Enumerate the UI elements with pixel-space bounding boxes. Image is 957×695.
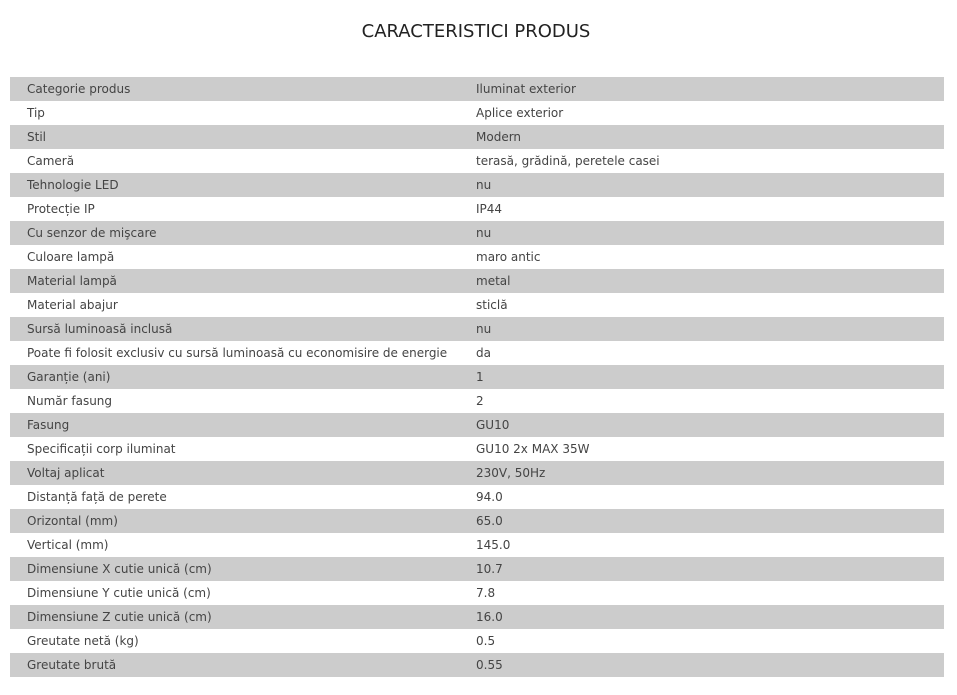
spec-label: Stil bbox=[27, 130, 46, 144]
spec-value: 16.0 bbox=[476, 610, 503, 624]
table-row bbox=[10, 245, 944, 269]
spec-value: 145.0 bbox=[476, 538, 511, 552]
spec-value: nu bbox=[476, 322, 492, 336]
table-row bbox=[10, 509, 944, 533]
spec-label: Dimensiune Y cutie unică (cm) bbox=[27, 586, 211, 600]
spec-label: Material lampă bbox=[27, 274, 117, 288]
spec-label: Vertical (mm) bbox=[27, 538, 109, 552]
table-row bbox=[10, 173, 944, 197]
table-row bbox=[10, 653, 944, 677]
spec-label: Specificații corp iluminat bbox=[27, 442, 176, 456]
spec-value: 0.5 bbox=[476, 634, 496, 648]
table-row bbox=[10, 77, 944, 101]
table-row bbox=[10, 389, 944, 413]
spec-label: Cameră bbox=[27, 154, 75, 168]
spec-label: Culoare lampă bbox=[27, 250, 115, 264]
table-row bbox=[10, 317, 944, 341]
table-row bbox=[10, 557, 944, 581]
table-row bbox=[10, 149, 944, 173]
specs-table bbox=[10, 77, 944, 677]
table-row bbox=[10, 293, 944, 317]
table-row bbox=[10, 605, 944, 629]
spec-label: Protecție IP bbox=[27, 202, 95, 216]
spec-value: GU10 2x MAX 35W bbox=[476, 442, 590, 456]
spec-label: Fasung bbox=[27, 418, 70, 432]
table-row bbox=[10, 197, 944, 221]
spec-value: 0.55 bbox=[476, 658, 503, 672]
table-row bbox=[10, 125, 944, 149]
spec-value: maro antic bbox=[476, 250, 541, 264]
page-title: CARACTERISTICI PRODUS bbox=[361, 21, 591, 42]
spec-value: Modern bbox=[476, 130, 522, 144]
spec-value: da bbox=[476, 346, 491, 360]
spec-label: Sursă luminoasă inclusă bbox=[27, 322, 173, 336]
spec-label: Greutate brută bbox=[27, 658, 117, 672]
spec-value: terasă, grădină, peretele casei bbox=[476, 154, 660, 168]
spec-label: Dimensiune X cutie unică (cm) bbox=[27, 562, 212, 576]
spec-value: 230V, 50Hz bbox=[476, 466, 546, 480]
spec-value: 10.7 bbox=[476, 562, 503, 576]
spec-label: Material abajur bbox=[27, 298, 118, 312]
table-row bbox=[10, 341, 944, 365]
spec-value: Aplice exterior bbox=[476, 106, 564, 120]
spec-value: 2 bbox=[476, 394, 484, 408]
spec-label: Număr fasung bbox=[27, 394, 113, 408]
spec-label: Dimensiune Z cutie unică (cm) bbox=[27, 610, 212, 624]
spec-label: Cu senzor de mişcare bbox=[27, 226, 157, 240]
spec-value: nu bbox=[476, 226, 492, 240]
spec-value: 65.0 bbox=[476, 514, 503, 528]
spec-value: IP44 bbox=[476, 202, 503, 216]
spec-value: metal bbox=[476, 274, 511, 288]
spec-value: GU10 bbox=[476, 418, 510, 432]
table-row bbox=[10, 221, 944, 245]
table-row bbox=[10, 269, 944, 293]
spec-value: nu bbox=[476, 178, 492, 192]
spec-value: Iluminat exterior bbox=[476, 82, 576, 96]
spec-value: 94.0 bbox=[476, 490, 503, 504]
spec-label: Poate fi folosit exclusiv cu sursă luminoasă cu economisire de energie bbox=[27, 346, 448, 360]
spec-label: Garanție (ani) bbox=[27, 370, 111, 384]
table-row bbox=[10, 629, 944, 653]
spec-label: Orizontal (mm) bbox=[27, 514, 118, 528]
table-row bbox=[10, 437, 944, 461]
spec-label: Voltaj aplicat bbox=[27, 466, 105, 480]
table-row bbox=[10, 413, 944, 437]
spec-label: Greutate netă (kg) bbox=[27, 634, 139, 648]
spec-label: Tip bbox=[27, 106, 45, 120]
table-row bbox=[10, 101, 944, 125]
table-row bbox=[10, 533, 944, 557]
spec-value: sticlă bbox=[476, 298, 508, 312]
spec-label: Distanță față de perete bbox=[27, 490, 167, 504]
table-row bbox=[10, 581, 944, 605]
table-row bbox=[10, 365, 944, 389]
spec-value: 7.8 bbox=[476, 586, 496, 600]
table-row bbox=[10, 485, 944, 509]
spec-value: 1 bbox=[476, 370, 484, 384]
spec-label: Tehnologie LED bbox=[27, 178, 119, 192]
spec-label: Categorie produs bbox=[27, 82, 131, 96]
table-row bbox=[10, 461, 944, 485]
